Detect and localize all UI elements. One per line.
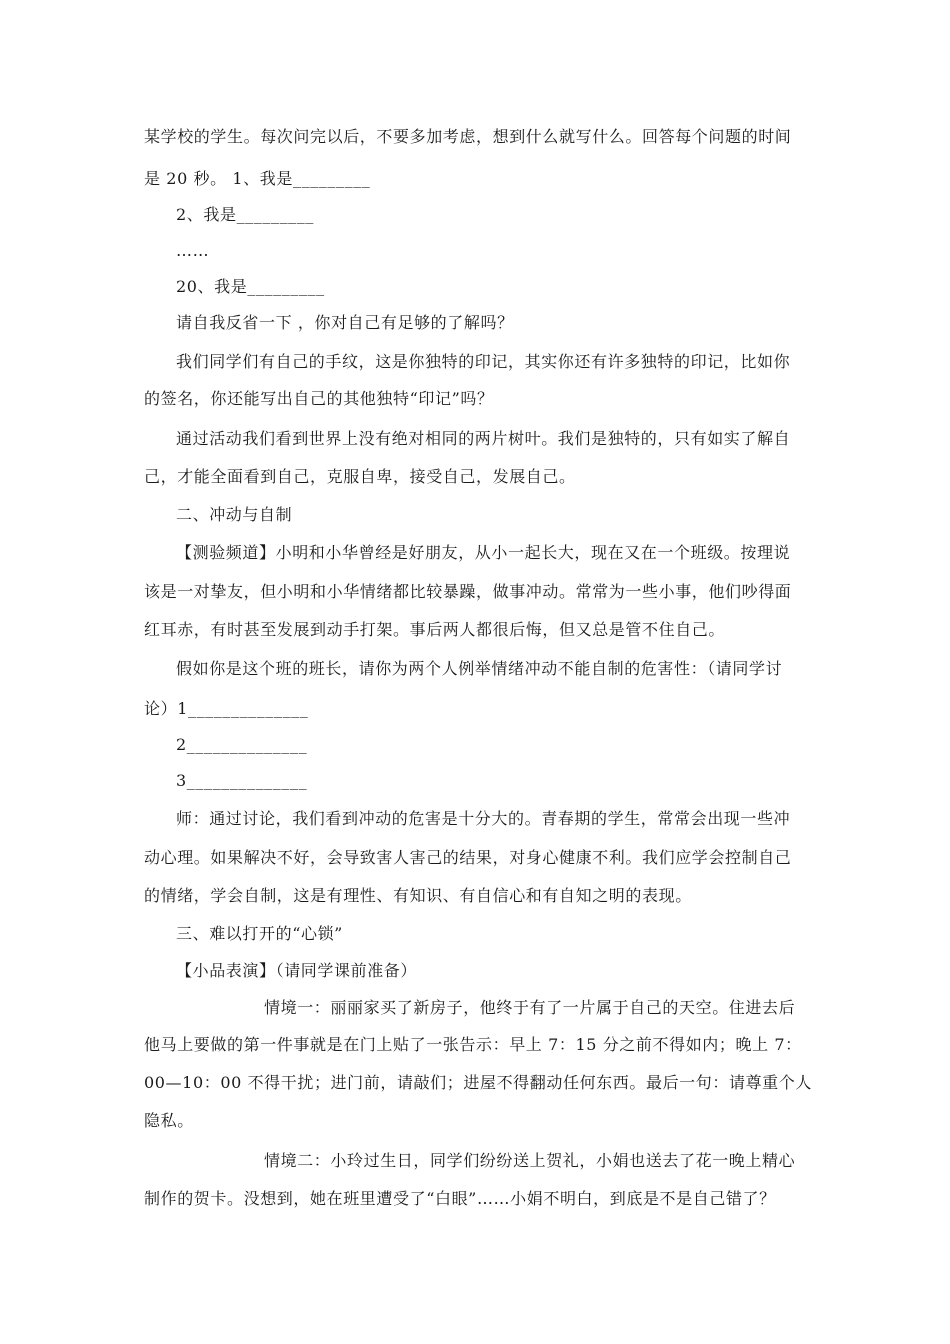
paragraph-line: 己，才能全面看到自己，克服自卑，接受自己，发展自己。	[144, 467, 576, 486]
paragraph-line: 【小品表演】（请同学课前准备）	[176, 961, 418, 980]
paragraph-line: 师：通过讨论，我们看到冲动的危害是十分大的。青春期的学生，常常会出现一些冲	[176, 809, 791, 828]
paragraph-line: 某学校的学生。每次问完以后，不要多加考虑，想到什么就写什么。回答每个问题的时间	[144, 127, 792, 146]
answer-line: 20、我是_________	[176, 277, 325, 296]
answer-line: 2______________	[176, 735, 308, 754]
paragraph-line: 00—10：00 不得干扰；进门前，请敲们；进屋不得翻动任何东西。最后一句：请尊重个人	[144, 1073, 812, 1092]
answer-line: 2、我是_________	[176, 205, 314, 224]
paragraph-line: 隐私。	[144, 1111, 194, 1130]
paragraph-line: 制作的贺卡。没想到，她在班里遭受了“白眼”……小娟不明白，到底是不是自己错了？	[144, 1189, 776, 1208]
paragraph-line: 情境一：丽丽家买了新房子，他终于有了一片属于自己的天空。住进去后	[264, 998, 796, 1017]
section-heading: 二、冲动与自制	[176, 505, 293, 524]
paragraph-line: 通过活动我们看到世界上没有绝对相同的两片树叶。我们是独特的，只有如实了解自	[176, 429, 791, 448]
paragraph-line: 我们同学们有自己的手纹，这是你独特的印记，其实你还有许多独特的印记，比如你	[176, 352, 791, 371]
section-heading: 三、难以打开的“心锁”	[176, 924, 343, 943]
paragraph-line: 红耳赤，有时甚至发展到动手打架。事后两人都很后悔，但又总是管不住自己。	[144, 620, 726, 639]
paragraph-line: 请自我反省一下 ，你对自己有足够的了解吗？	[176, 313, 514, 332]
paragraph-line: 情境二：小玲过生日，同学们纷纷送上贺礼，小娟也送去了花一晚上精心	[264, 1151, 796, 1170]
answer-line: 论）1______________	[144, 699, 309, 718]
paragraph-line: 假如你是这个班的班长，请你为两个人例举情绪冲动不能自制的危害性：（请同学讨	[176, 659, 783, 678]
paragraph-line: 该是一对挚友，但小明和小华情绪都比较暴躁，做事冲动。常常为一些小事，他们吵得面	[144, 582, 792, 601]
paragraph-line: 的情绪，学会自制，这是有理性、有知识、有自信心和有自知之明的表现。	[144, 886, 692, 905]
answer-line: 3______________	[176, 771, 308, 790]
paragraph-line: 他马上要做的第一件事就是在门上贴了一张告示：早上 7：15 分之前不得如内；晚上 7：	[144, 1035, 802, 1054]
paragraph-line: 动心理。如果解决不好，会导致害人害己的结果，对身心健康不利。我们应学会控制自己	[144, 848, 792, 867]
paragraph-line: 的签名，你还能写出自己的其他独特“印记”吗？	[144, 389, 494, 408]
paragraph-line: 是 20 秒。 1、我是_________	[144, 169, 371, 188]
ellipsis-line: ……	[176, 241, 210, 260]
paragraph-line: 【测验频道】小明和小华曾经是好朋友，从小一起长大，现在又在一个班级。按理说	[176, 543, 791, 562]
